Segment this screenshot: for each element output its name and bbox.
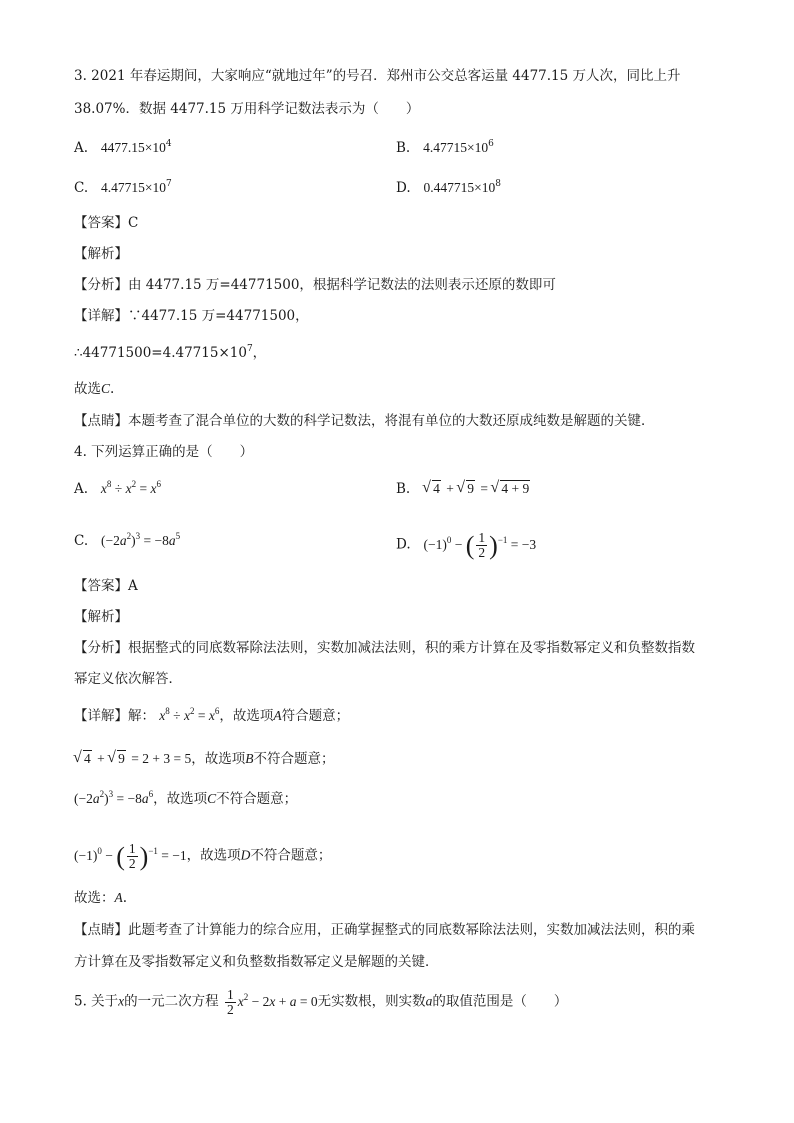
- option-value: 4477.15×10: [100, 140, 166, 155]
- detail-d-formula: $(-1)^0$ − ( $\frac{1}{2}$ )$^{-1}$ = −1: [74, 841, 187, 871]
- detail-tag: 【详解】: [74, 308, 128, 324]
- dianjing-tag: 【点睛】: [74, 413, 128, 429]
- option-label: B.: [396, 140, 411, 156]
- fenxi-text: 根据整式的同底数幂除法法则，实数加减法法则，积的乘方计算在及零指数幂定义和负整数指数: [128, 640, 695, 656]
- q4-choose: [74, 888, 127, 908]
- punctuation: .: [122, 890, 128, 906]
- punctuation: .: [110, 381, 115, 397]
- q3-dianjing: [74, 411, 655, 431]
- fenxi-tag: 【分析】: [74, 640, 128, 656]
- choose-letter: A: [114, 890, 123, 905]
- detail-prefix: 解：: [128, 708, 155, 724]
- exponent: 7: [166, 179, 172, 189]
- q4-option-a: [74, 479, 161, 499]
- option-letter: A: [273, 708, 282, 723]
- punctuation: ，: [252, 345, 267, 361]
- q3-option-b: [396, 138, 494, 158]
- dianjing-text: 此题考查了计算能力的综合应用，正确掌握整式的同底数幂除法法则，实数加减法法则，积的乘: [128, 922, 695, 938]
- q5-mid: 的一元二次方程: [124, 993, 219, 1010]
- detail-b-formula: √ 4 + √ 9 = 2 + 3 = 5: [74, 751, 191, 766]
- result-text: ，故选项: [186, 847, 241, 864]
- choose-prefix: 故选：: [74, 890, 115, 906]
- detail-c-formula: $(-2a^2)^3 = -8a^6$: [74, 789, 154, 806]
- q5-stem: [74, 988, 567, 1017]
- option-value: 4.47715×10: [101, 180, 167, 195]
- q4-dianjing-line2: 方计算在及零指数幂定义和负整数指数幂定义是解题的关键．: [74, 954, 439, 970]
- option-label: D.: [396, 536, 411, 553]
- q4-dianjing-line1: [74, 920, 695, 940]
- q3-analysis-heading: 【解析】: [74, 246, 128, 262]
- answer-tag: 【答案】: [74, 215, 128, 231]
- option-letter: D: [240, 847, 251, 863]
- result-tail: 不符合题意；: [216, 791, 298, 807]
- q4-fenxi-line2: 幂定义依次解答．: [74, 671, 182, 687]
- q5-tail: 无实数根，则实数: [317, 993, 426, 1010]
- detail-text: ∵4477.15 万=44771500，: [128, 308, 309, 324]
- exponent: 4: [165, 139, 172, 149]
- option-label: A.: [74, 481, 89, 497]
- result-tail: 不符合题意；: [253, 751, 335, 767]
- q3-stem-line2: 38.07%．数据 4477.15 万用科学记数法表示为（ ）: [74, 101, 420, 117]
- option-label: C.: [74, 180, 89, 196]
- q4-detail-b: [74, 749, 334, 769]
- q5-prefix: 5. 关于: [74, 993, 119, 1010]
- answer-tag: 【答案】: [74, 578, 128, 594]
- variable-x: x: [118, 993, 125, 1009]
- q5-equation: $\frac{1}{2}$ $x^2 - 2x + a = 0$: [226, 987, 318, 1017]
- detail-tag: 【详解】: [74, 708, 128, 724]
- q4-detail-a: [74, 706, 349, 726]
- variable-a: a: [425, 993, 433, 1009]
- exponent: 8: [495, 179, 501, 189]
- fenxi-tag: 【分析】: [74, 277, 128, 293]
- result-tail: 符合题意；: [281, 708, 350, 724]
- q3-option-d: [396, 178, 501, 198]
- q3-option-c: [74, 178, 172, 198]
- option-label: C.: [74, 533, 89, 549]
- option-a-formula: $x^8 \div x^2 = x^6$: [100, 479, 161, 496]
- q5-suffix: 的取值范围是（ ）: [432, 993, 568, 1010]
- result-tail: 不符合题意；: [250, 847, 332, 864]
- result-text: ，故选项: [191, 751, 246, 767]
- option-letter: C: [207, 791, 217, 806]
- choose-letter: C: [101, 381, 111, 396]
- q4-stem: 4. 下列运算正确的是（ ）: [74, 444, 254, 460]
- option-value: 0.447715×10: [423, 180, 496, 195]
- q3-detail: [74, 306, 309, 326]
- choose-prefix: 故选: [74, 381, 101, 397]
- q4-option-b: [396, 479, 532, 499]
- q4-detail-c: [74, 789, 297, 809]
- q4-detail-d: [74, 842, 331, 871]
- q4-analysis-heading: 【解析】: [74, 609, 128, 625]
- q3-therefore: [74, 343, 266, 363]
- q4-fenxi-line1: [74, 638, 695, 658]
- q3-stem-line1: 3. 2021 年春运期间，大家响应“就地过年”的号召．郑州市公交总客运量 4477.15 万人次，同比上升: [74, 68, 681, 84]
- q3-option-a: [74, 138, 172, 158]
- result-text: ，故选项: [153, 791, 208, 807]
- result-text: ，故选项: [219, 708, 274, 724]
- detail-a-formula: $x^8 \div x^2 = x^6$: [159, 706, 220, 723]
- fenxi-text: 由 4477.15 万=44771500，根据科学记数法的法则表示还原的数即可: [128, 277, 556, 293]
- dianjing-tag: 【点睛】: [74, 922, 128, 938]
- q4-answer: [74, 576, 138, 596]
- q3-fenxi: [74, 275, 556, 295]
- q3-answer: [74, 213, 138, 233]
- option-label: D.: [396, 180, 411, 196]
- option-d-formula: $(-1)^0$ − ( $\frac{1}{2}$ )$^{-1}$ = −3: [423, 530, 537, 560]
- option-label: B.: [396, 481, 411, 497]
- q4-option-c: [74, 531, 180, 551]
- option-value: 4.47715×10: [423, 140, 489, 155]
- therefore-expression: ∴44771500=4.47715×10: [74, 345, 247, 361]
- q3-choose: [74, 379, 114, 399]
- answer-value: A: [128, 578, 138, 594]
- answer-value: C: [128, 215, 139, 231]
- option-label: A.: [74, 140, 89, 156]
- exponent: 6: [488, 139, 494, 149]
- dianjing-text: 本题考查了混合单位的大数的科学记数法，将混有单位的大数还原成纯数是解题的关键．: [128, 413, 655, 429]
- option-b-formula: √ 4 + √ 9 = √ 4 + 9: [423, 481, 532, 496]
- exponent: 7: [246, 344, 253, 354]
- option-letter: B: [245, 751, 254, 766]
- option-c-formula: $(-2a^2)^3 = -8a^5$: [101, 531, 181, 548]
- q4-option-d: [396, 531, 536, 560]
